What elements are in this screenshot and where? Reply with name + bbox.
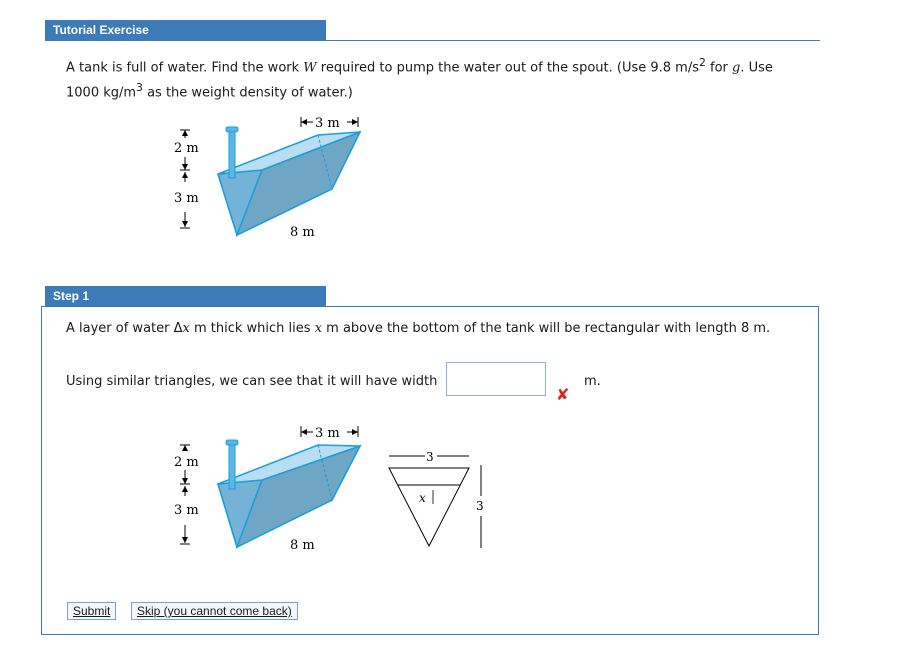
top-width-label: 3 m (315, 116, 340, 131)
triangle-height-label: 3 (476, 499, 484, 513)
triangle-x-label: x (419, 491, 426, 505)
tank-figure (160, 102, 380, 242)
length-label: 8 m (290, 225, 315, 240)
tank-figure-step (160, 417, 380, 557)
incorrect-icon: ✘ (556, 385, 570, 404)
triangle-top-label: 3 (426, 450, 434, 464)
length-label: 8 m (290, 538, 315, 553)
width-answer-input[interactable] (446, 362, 546, 396)
step-instruction: A layer of water Δx m thick which lies x m above the bottom of the tank will be rectangular with length 8 m. (66, 321, 771, 336)
tutorial-header: Tutorial Exercise (45, 20, 326, 40)
width-prompt: Using similar triangles, we can see that it will have width (66, 374, 438, 389)
step-header: Step 1 (45, 286, 326, 306)
depth-label: 3 m (174, 503, 199, 518)
submit-button[interactable]: Submit (67, 602, 116, 620)
header-divider (45, 40, 820, 41)
depth-label: 3 m (174, 191, 199, 206)
top-width-label: 3 m (315, 426, 340, 441)
triangle-cross-section (385, 440, 495, 552)
skip-button[interactable]: Skip (you cannot come back) (131, 602, 298, 620)
problem-statement: A tank is full of water. Find the work W required to pump the water out of the spout. (Use 9.8 $m/s^2$ for g. Use 1000 $kg/m^3$ as the weight density of water.) (66, 56, 773, 101)
spout-height-label: 2 m (174, 455, 199, 470)
unit-label: m. (584, 374, 601, 389)
spout-height-label: 2 m (174, 141, 199, 156)
